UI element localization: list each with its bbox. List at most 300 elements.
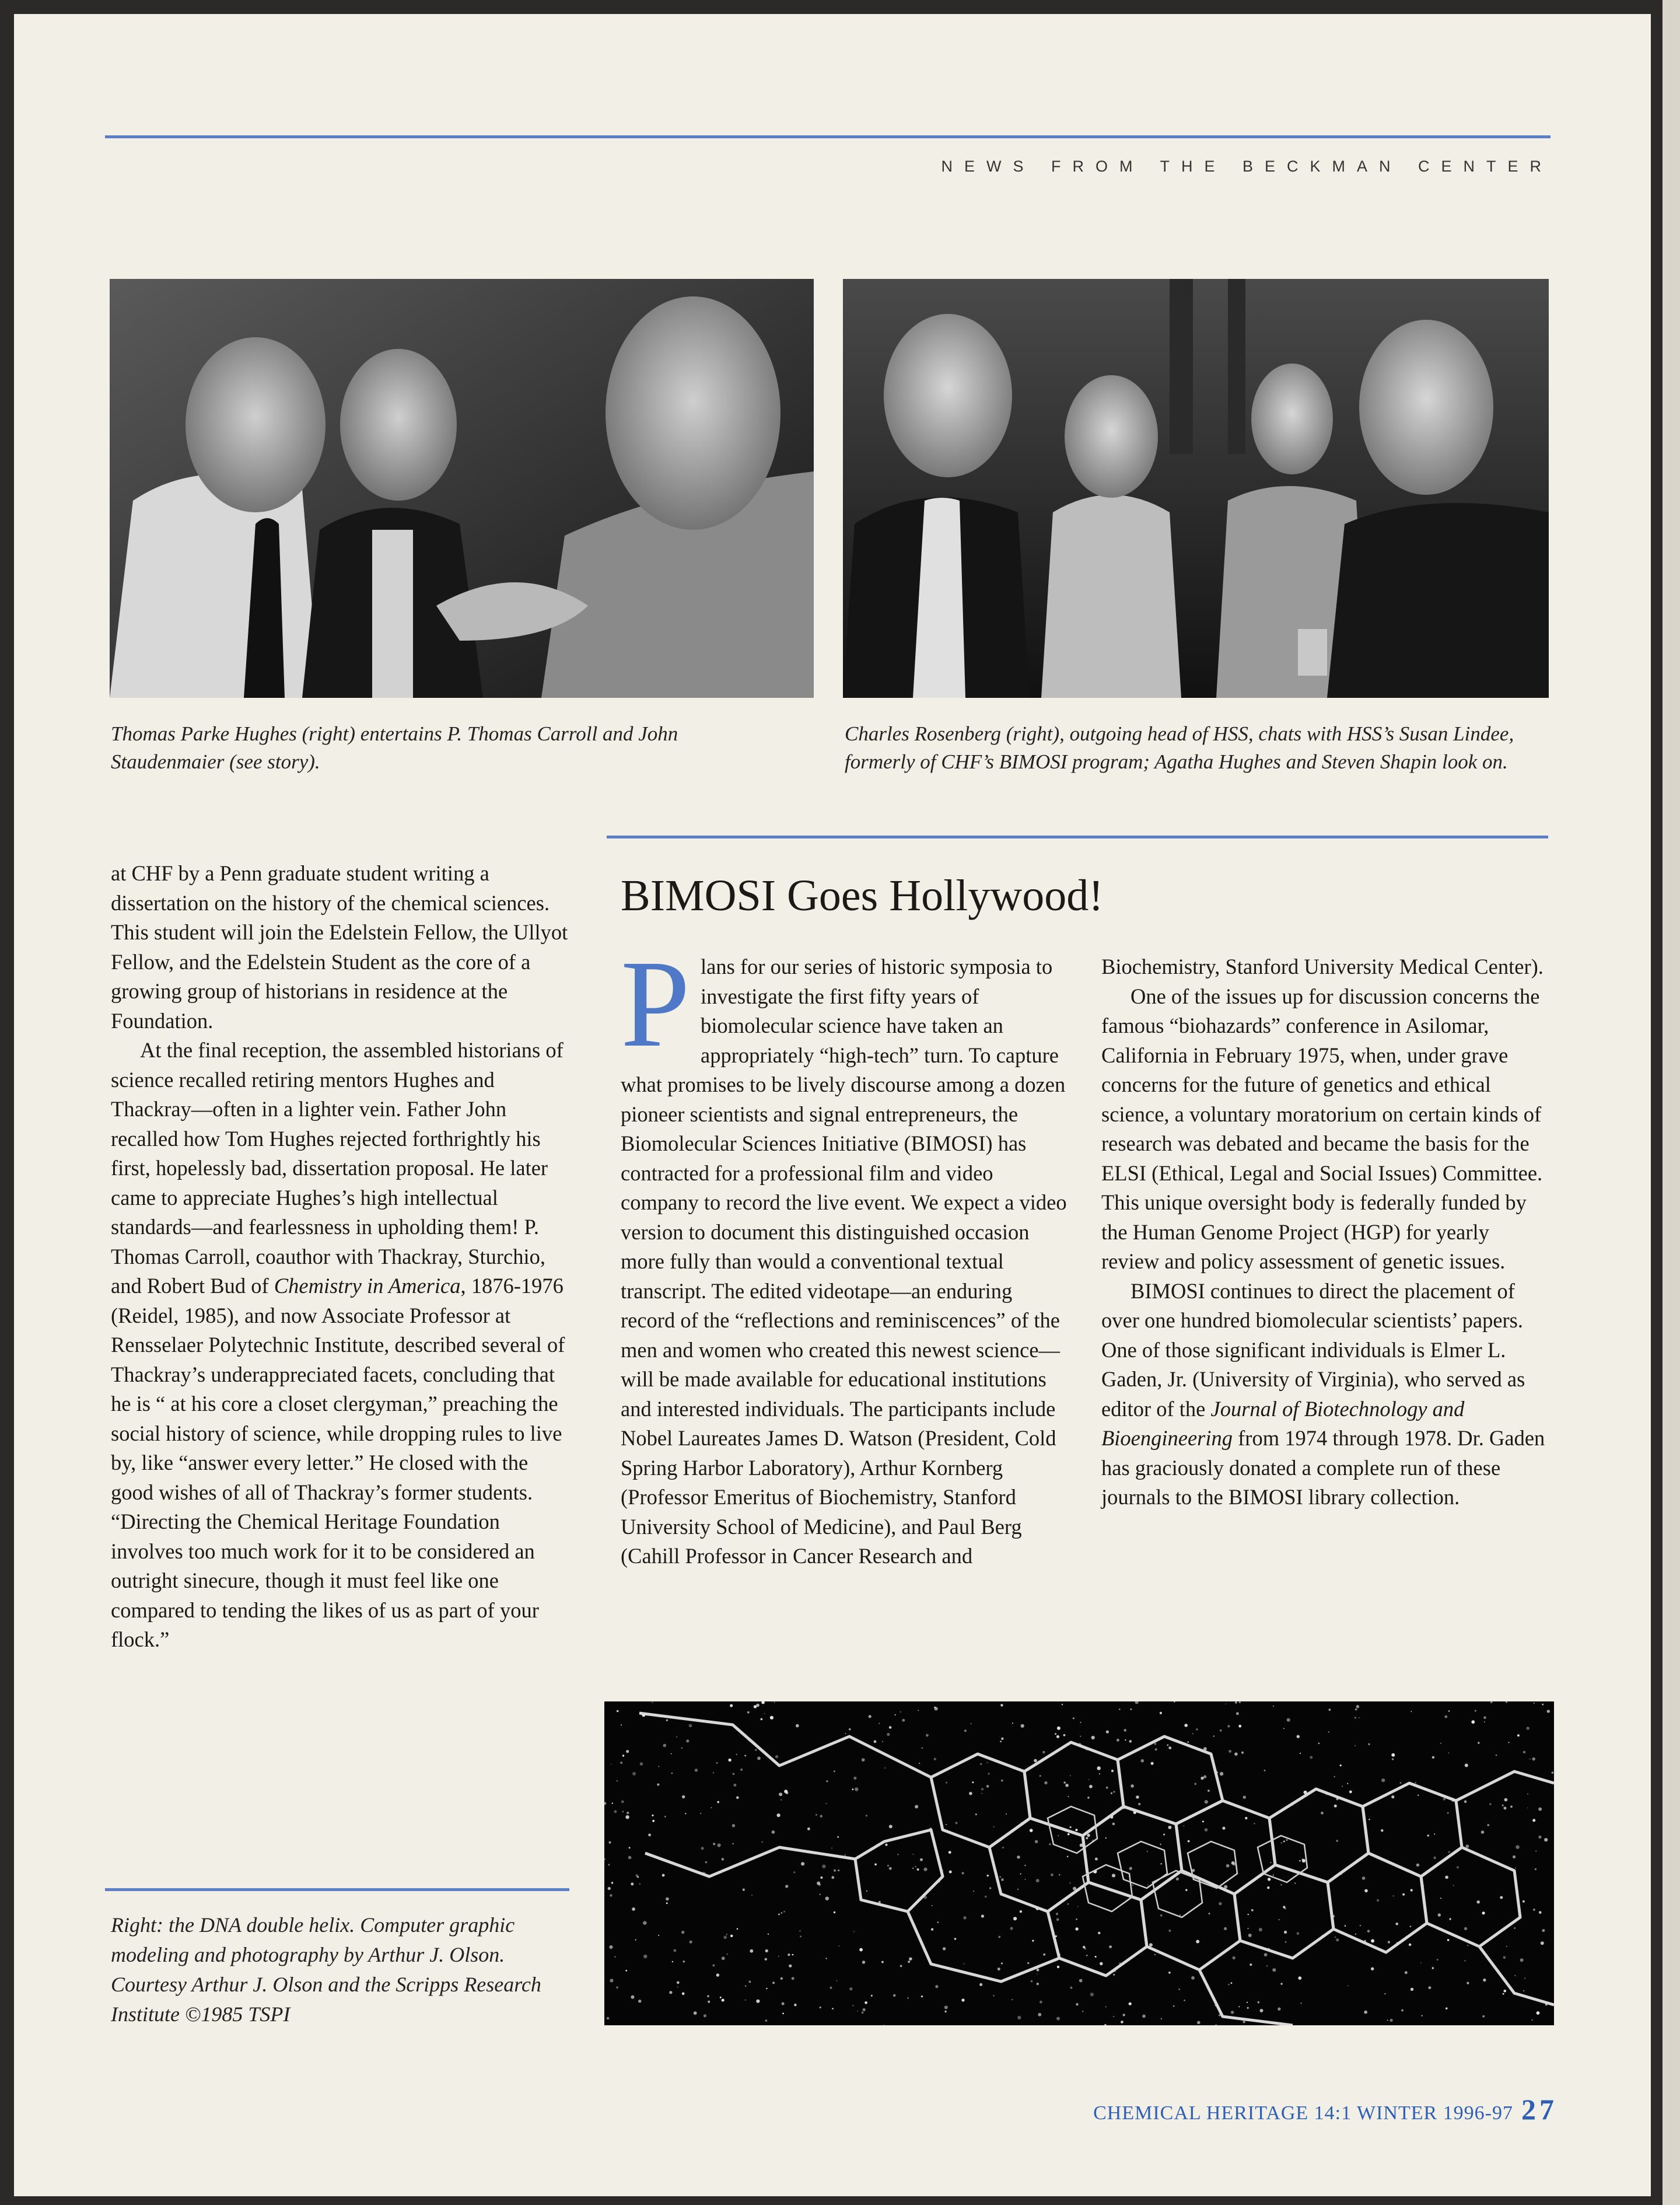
star-dot bbox=[1433, 1857, 1436, 1859]
star-dot bbox=[917, 1868, 919, 1871]
star-dot bbox=[1283, 1728, 1284, 1729]
star-dot bbox=[1391, 1753, 1395, 1757]
star-dot bbox=[954, 1938, 957, 1940]
star-dot bbox=[733, 1784, 736, 1787]
star-dot bbox=[1356, 1705, 1359, 1708]
article-column-middle bbox=[621, 935, 1070, 1571]
star-dot bbox=[922, 1748, 923, 1749]
star-dot bbox=[1010, 1927, 1013, 1930]
star-dot bbox=[1056, 1918, 1059, 1921]
star-dot bbox=[676, 1736, 677, 1738]
star-dot bbox=[1058, 1835, 1059, 1836]
star-dot bbox=[1135, 1701, 1139, 1704]
star-dot bbox=[1068, 1796, 1069, 1797]
star-dot bbox=[779, 1792, 782, 1796]
star-dot bbox=[1147, 1885, 1149, 1886]
star-dot bbox=[1272, 1968, 1276, 1972]
star-dot bbox=[631, 1996, 634, 1999]
star-dot bbox=[919, 1763, 920, 1764]
star-dot bbox=[1484, 1721, 1485, 1722]
star-dot bbox=[1364, 2011, 1367, 2014]
star-dot bbox=[820, 1815, 823, 1818]
star-dot bbox=[1084, 1948, 1086, 1949]
star-dot bbox=[736, 1797, 739, 1799]
star-dot bbox=[946, 1824, 947, 1825]
star-dot bbox=[783, 1911, 785, 1913]
star-dot bbox=[730, 1935, 733, 1937]
magazine-page bbox=[14, 14, 1651, 2196]
star-dot bbox=[1297, 1735, 1300, 1738]
star-dot bbox=[652, 1701, 653, 1703]
star-dot bbox=[1336, 1840, 1338, 1842]
star-dot bbox=[1056, 2017, 1060, 2021]
star-dot bbox=[987, 1875, 989, 1876]
star-dot bbox=[859, 1948, 863, 1952]
star-dot bbox=[1188, 1741, 1189, 1742]
star-dot bbox=[1300, 1753, 1301, 1754]
star-dot bbox=[1095, 1956, 1097, 1958]
star-dot bbox=[999, 1936, 1001, 1938]
star-dot bbox=[1027, 1962, 1029, 1964]
star-dot bbox=[1241, 1752, 1244, 1754]
star-dot bbox=[1251, 1909, 1254, 1912]
star-dot bbox=[1466, 1844, 1469, 1848]
star-dot bbox=[1197, 2021, 1200, 2025]
star-dot bbox=[1109, 1945, 1112, 1948]
star-dot bbox=[1503, 1956, 1506, 1959]
star-dot bbox=[1471, 1720, 1475, 1724]
star-dot bbox=[1235, 1701, 1237, 1704]
star-dot bbox=[1069, 1882, 1070, 1883]
star-dot bbox=[1367, 1930, 1370, 1933]
star-dot bbox=[1283, 1840, 1285, 1842]
star-dot bbox=[621, 1724, 622, 1725]
star-dot bbox=[838, 1945, 839, 1947]
star-dot bbox=[774, 1702, 775, 1703]
star-dot bbox=[1227, 1725, 1230, 1728]
star-dot bbox=[609, 1945, 612, 1949]
star-dot bbox=[608, 1864, 610, 1865]
star-dot bbox=[713, 1772, 714, 1773]
star-dot bbox=[625, 1970, 627, 1972]
star-dot bbox=[1523, 1990, 1525, 1992]
star-dot bbox=[963, 1916, 967, 1920]
star-dot bbox=[1105, 2006, 1107, 2007]
star-dot bbox=[1355, 1934, 1357, 1935]
article-paragraph-1-continued: Biochemistry, Stanford University Medical Center). bbox=[1101, 955, 1544, 979]
star-dot bbox=[1160, 1712, 1162, 1714]
star-dot bbox=[825, 1958, 827, 1959]
star-dot bbox=[1448, 1752, 1450, 1753]
star-dot bbox=[770, 1716, 774, 1720]
star-dot bbox=[756, 1704, 760, 1707]
star-dot bbox=[1178, 1989, 1180, 1990]
star-dot bbox=[980, 1763, 982, 1766]
star-dot bbox=[1434, 1833, 1435, 1834]
star-dot bbox=[825, 1897, 829, 1900]
star-dot bbox=[722, 1999, 724, 2002]
star-dot bbox=[895, 1714, 896, 1715]
star-dot bbox=[881, 1961, 884, 1963]
star-dot bbox=[1151, 1762, 1154, 1765]
star-dot bbox=[772, 1830, 775, 1834]
star-dot bbox=[652, 1820, 654, 1822]
star-dot bbox=[1299, 1860, 1301, 1862]
star-dot bbox=[1086, 1955, 1087, 1956]
star-dot bbox=[1248, 1928, 1249, 1929]
star-dot bbox=[632, 1772, 636, 1776]
star-dot bbox=[1174, 1701, 1175, 1703]
star-dot bbox=[1440, 1743, 1441, 1744]
star-dot bbox=[1542, 1704, 1544, 1706]
star-dot bbox=[853, 1931, 855, 1933]
star-dot bbox=[1483, 1717, 1486, 1720]
star-dot bbox=[993, 1826, 994, 1827]
star-dot bbox=[1264, 1770, 1266, 1771]
star-dot bbox=[836, 1980, 837, 1982]
star-dot bbox=[1183, 1825, 1184, 1826]
star-dot bbox=[1503, 1993, 1504, 1995]
star-dot bbox=[1415, 1782, 1416, 1783]
star-dot bbox=[608, 1841, 611, 1844]
star-dot bbox=[1310, 1756, 1312, 1759]
star-dot bbox=[720, 1997, 722, 1998]
star-dot bbox=[830, 1987, 832, 1989]
star-dot bbox=[648, 1833, 651, 1836]
star-dot bbox=[1209, 1913, 1210, 1914]
star-dot bbox=[1410, 1711, 1412, 1712]
star-dot bbox=[1523, 1751, 1525, 1753]
star-dot bbox=[931, 1928, 933, 1931]
star-dot bbox=[981, 1914, 984, 1917]
star-dot bbox=[694, 2011, 697, 2015]
star-dot bbox=[817, 1882, 820, 1885]
star-dot bbox=[1030, 1829, 1033, 1832]
star-dot bbox=[1527, 1793, 1528, 1794]
star-dot bbox=[1395, 1923, 1398, 1926]
star-dot bbox=[1176, 1878, 1179, 1881]
star-dot bbox=[1530, 1759, 1531, 1760]
star-dot bbox=[736, 1754, 737, 1755]
left-column-text bbox=[111, 859, 569, 1655]
star-dot bbox=[1348, 1985, 1349, 1986]
star-dot bbox=[792, 1977, 794, 1980]
star-dot bbox=[969, 1792, 972, 1795]
star-dot bbox=[1043, 1954, 1045, 1956]
star-dot bbox=[849, 1728, 850, 1730]
star-dot bbox=[831, 1876, 834, 1879]
star-dot bbox=[1481, 1830, 1485, 1834]
star-dot bbox=[820, 2007, 821, 2008]
star-dot bbox=[820, 1876, 822, 1879]
star-dot bbox=[1266, 1965, 1268, 1966]
star-dot bbox=[1420, 1962, 1422, 1963]
star-dot bbox=[1535, 1851, 1536, 1852]
star-dot bbox=[1220, 1729, 1222, 1732]
star-dot bbox=[920, 1858, 923, 1861]
star-dot bbox=[677, 1981, 680, 1984]
star-dot bbox=[1513, 1855, 1516, 1858]
star-dot bbox=[616, 1986, 618, 1989]
star-dot bbox=[912, 1854, 914, 1855]
star-dot bbox=[816, 1814, 817, 1816]
photo1-caption: Thomas Parke Hughes (right) entertains P. Thomas Carroll and John Staudenmaier (see story). bbox=[111, 722, 678, 773]
star-dot bbox=[789, 1965, 792, 1968]
star-dot bbox=[1516, 1845, 1519, 1848]
star-dot bbox=[1136, 1795, 1139, 1798]
star-dot bbox=[1075, 1927, 1078, 1930]
star-dot bbox=[912, 1868, 914, 1869]
star-dot bbox=[1371, 1939, 1374, 1942]
star-dot bbox=[1281, 1842, 1283, 1844]
star-dot bbox=[975, 1813, 977, 1815]
star-dot bbox=[657, 1784, 659, 1786]
star-dot bbox=[1321, 1812, 1324, 1815]
star-dot bbox=[772, 1982, 775, 1984]
scan-edge bbox=[1662, 0, 1680, 2205]
star-dot bbox=[1112, 1823, 1115, 1826]
star-dot bbox=[1377, 1899, 1379, 1902]
star-dot bbox=[1002, 1847, 1004, 1848]
star-dot bbox=[1044, 1781, 1047, 1784]
star-dot bbox=[982, 1793, 983, 1794]
star-dot bbox=[1536, 2011, 1540, 2015]
star-dot bbox=[1392, 1758, 1394, 1760]
star-dot bbox=[1132, 1885, 1133, 1886]
star-dot bbox=[1138, 1803, 1141, 1806]
star-dot bbox=[1194, 1783, 1196, 1785]
star-dot bbox=[1393, 1896, 1394, 1897]
star-dot bbox=[897, 1854, 899, 1855]
star-dot bbox=[631, 1882, 634, 1885]
star-dot bbox=[986, 1785, 989, 1788]
star-dot bbox=[686, 1739, 689, 1742]
star-dot bbox=[1520, 1958, 1524, 1962]
star-dot bbox=[1405, 1971, 1408, 1974]
star-dot bbox=[743, 1889, 745, 1891]
star-dot bbox=[662, 1874, 665, 1877]
star-dot bbox=[1113, 1791, 1115, 1792]
left-paragraph-2: At the final reception, the assembled historians of science recalled retiring mentors Hughes and Thackray—often in a lighter vein. Father John recalled how Tom Hughes rejected forthrightly his first, hopelessly bad, dissertation proposal. He later came to appreciate Hughes’s high intellectual standards—and fearlessness in upholding them! P. Thomas Carroll, coauthor with Thackray, Sturchio, and Robert Bud of Chemistry in America, 1876-1976 (Reidel, 1985), and now Associate Professor at Rensselaer Polytechnic Institute, described several of Thackray’s underappreciated facets, concluding that he is “ at his core a closet clergyman,” preaching the social history of science, while dropping rules to live by, like “answer every letter.” He closed with the good wishes of all of Thackray’s former students. “Directing the Chemical Heritage Foundation involves too much work for it to be considered an outright sinecure, though it must feel like one compared to tending the likes of us as part of your flock.” bbox=[111, 1038, 565, 1651]
star-dot bbox=[1409, 1944, 1411, 1946]
star-dot bbox=[617, 1710, 619, 1713]
star-dot bbox=[1280, 1983, 1282, 1984]
star-dot bbox=[639, 1883, 640, 1885]
star-dot bbox=[1188, 1840, 1190, 1843]
star-dot bbox=[1040, 1775, 1041, 1777]
star-dot bbox=[900, 1965, 902, 1968]
star-dot bbox=[1233, 1863, 1236, 1866]
star-dot bbox=[1037, 1969, 1040, 1972]
star-dot bbox=[713, 1843, 715, 1845]
star-dot bbox=[908, 1961, 910, 1963]
star-dot bbox=[862, 2011, 864, 2014]
star-dot bbox=[1506, 1701, 1507, 1703]
star-dot bbox=[722, 1956, 725, 1960]
star-dot bbox=[607, 2017, 610, 2020]
star-dot bbox=[1113, 1974, 1115, 1976]
star-dot bbox=[1234, 1752, 1238, 1756]
star-dot bbox=[614, 1810, 617, 1813]
star-dot bbox=[1091, 1736, 1095, 1739]
star-dot bbox=[1129, 1867, 1132, 1870]
star-dot bbox=[677, 1986, 678, 1987]
star-dot bbox=[1130, 1784, 1134, 1788]
star-dot bbox=[822, 1865, 825, 1868]
star-dot bbox=[1056, 1913, 1058, 1915]
star-dot bbox=[1161, 1863, 1162, 1864]
star-dot bbox=[682, 1795, 685, 1798]
star-dot bbox=[993, 1995, 994, 1996]
star-dot bbox=[1259, 1928, 1262, 1931]
star-dot bbox=[1063, 1781, 1066, 1784]
star-dot bbox=[943, 1947, 946, 1950]
star-dot bbox=[1355, 1708, 1357, 1711]
star-dot bbox=[1264, 1953, 1268, 1956]
article-paragraph-2: One of the issues up for discussion concerns the famous “biohazards” conference in Asilomar, California in February 1975, when, under grave concerns for the future of genetics and ethical science, a voluntary moratorium on certain kinds of research was debated and became the basis for the ELSI (Ethical, Legal and Social Issues) Committee. This unique oversight body is federally funded by the Human Genome Project (HGP) for yearly review and policy assessment of genetic issues. bbox=[1101, 984, 1543, 1273]
star-dot bbox=[666, 1902, 668, 1904]
star-dot bbox=[712, 1964, 715, 1966]
star-dot bbox=[768, 1934, 769, 1935]
star-dot bbox=[1444, 1715, 1447, 1718]
star-dot bbox=[979, 1983, 982, 1986]
star-dot bbox=[1345, 1925, 1346, 1927]
star-dot bbox=[862, 1961, 865, 1963]
star-dot bbox=[1184, 2000, 1185, 2001]
star-dot bbox=[1173, 2005, 1174, 2007]
star-dot bbox=[1080, 1736, 1081, 1737]
star-dot bbox=[722, 1858, 724, 1861]
star-dot bbox=[1119, 1708, 1120, 1710]
star-dot bbox=[1526, 1727, 1530, 1730]
star-dot bbox=[889, 1726, 892, 1729]
star-dot bbox=[1098, 1932, 1100, 1934]
star-dot bbox=[1402, 1893, 1405, 1896]
star-dot bbox=[1410, 1889, 1413, 1891]
star-dot bbox=[1531, 2019, 1533, 2021]
star-dot bbox=[862, 1758, 865, 1762]
star-dot bbox=[1086, 1837, 1088, 1839]
star-dot bbox=[1538, 1836, 1541, 1839]
star-dot bbox=[1532, 1819, 1535, 1822]
star-dot bbox=[1192, 1733, 1194, 1734]
star-dot bbox=[1077, 1906, 1079, 1907]
star-dot bbox=[1168, 1746, 1171, 1749]
star-dot bbox=[1475, 1710, 1476, 1711]
star-dot bbox=[1088, 1779, 1090, 1780]
star-dot bbox=[1360, 1925, 1361, 1926]
star-dot bbox=[1105, 1837, 1107, 1839]
star-dot bbox=[700, 1813, 701, 1814]
star-dot bbox=[1020, 1910, 1022, 1913]
star-dot bbox=[1079, 1979, 1083, 1983]
star-dot bbox=[949, 1851, 951, 1854]
star-dot bbox=[1034, 1759, 1037, 1763]
star-dot bbox=[1006, 1813, 1007, 1815]
star-dot bbox=[1141, 1759, 1144, 1763]
star-dot bbox=[1080, 1722, 1081, 1723]
star-dot bbox=[1129, 1740, 1132, 1743]
star-dot bbox=[637, 1876, 639, 1878]
star-dot bbox=[1489, 1803, 1491, 1805]
star-dot bbox=[1123, 2014, 1125, 2016]
star-dot bbox=[935, 1985, 938, 1988]
star-dot bbox=[1001, 1780, 1003, 1781]
star-dot bbox=[1076, 1919, 1077, 1920]
star-dot bbox=[1510, 1805, 1513, 1808]
star-dot bbox=[1349, 1791, 1352, 1794]
star-dot bbox=[1038, 2013, 1041, 2017]
star-dot bbox=[1142, 2015, 1146, 2018]
star-dot bbox=[718, 1843, 721, 1847]
star-dot bbox=[766, 1988, 767, 1989]
star-dot bbox=[681, 1748, 682, 1749]
star-dot bbox=[635, 1939, 636, 1940]
star-dot bbox=[1245, 1817, 1247, 1819]
star-dot bbox=[915, 1866, 916, 1867]
star-dot bbox=[999, 1876, 1001, 1878]
star-dot bbox=[1335, 1937, 1336, 1938]
star-dot bbox=[866, 1815, 867, 1816]
star-dot bbox=[1055, 1733, 1056, 1735]
star-dot bbox=[765, 2019, 768, 2022]
star-dot bbox=[1388, 1941, 1390, 1943]
star-dot bbox=[608, 1887, 611, 1890]
star-dot bbox=[666, 1720, 668, 1721]
star-dot bbox=[1301, 2003, 1302, 2004]
star-dot bbox=[778, 1956, 779, 1957]
star-dot bbox=[1541, 1941, 1544, 1945]
star-dot bbox=[1465, 1960, 1466, 1961]
star-dot bbox=[1427, 1834, 1429, 1836]
star-dot bbox=[744, 1755, 746, 1756]
star-dot bbox=[1428, 1986, 1431, 1989]
star-dot bbox=[1228, 1750, 1231, 1753]
star-dot bbox=[909, 1958, 912, 1961]
star-dot bbox=[1125, 1739, 1126, 1741]
star-dot bbox=[1445, 1876, 1448, 1879]
star-dot bbox=[1453, 1885, 1454, 1886]
star-dot bbox=[717, 1801, 719, 1804]
star-dot bbox=[944, 2011, 946, 2012]
star-dot bbox=[1012, 1999, 1013, 2000]
star-dot bbox=[937, 1921, 939, 1923]
star-dot bbox=[1381, 1829, 1383, 1832]
star-dot bbox=[1220, 1772, 1223, 1776]
star-dot bbox=[658, 1766, 659, 1767]
star-dot bbox=[1487, 1824, 1489, 1826]
star-dot bbox=[1062, 1704, 1063, 1705]
star-dot bbox=[1342, 1786, 1343, 1787]
star-dot bbox=[826, 1780, 828, 1782]
star-dot bbox=[622, 1755, 624, 1756]
star-dot bbox=[761, 1841, 763, 1843]
star-dot bbox=[1336, 1938, 1339, 1941]
star-dot bbox=[1467, 1945, 1468, 1946]
star-dot bbox=[792, 1954, 794, 1956]
star-dot bbox=[775, 1755, 778, 1758]
star-dot bbox=[1247, 2007, 1249, 2009]
star-dot bbox=[778, 1914, 780, 1916]
star-dot bbox=[1284, 1931, 1287, 1934]
star-dot bbox=[745, 1986, 746, 1987]
star-dot bbox=[1000, 1704, 1003, 1706]
star-dot bbox=[800, 1935, 802, 1937]
star-dot bbox=[1437, 1959, 1438, 1961]
star-dot bbox=[701, 1847, 704, 1850]
star-dot bbox=[764, 1713, 765, 1714]
star-dot bbox=[1012, 1722, 1013, 1724]
